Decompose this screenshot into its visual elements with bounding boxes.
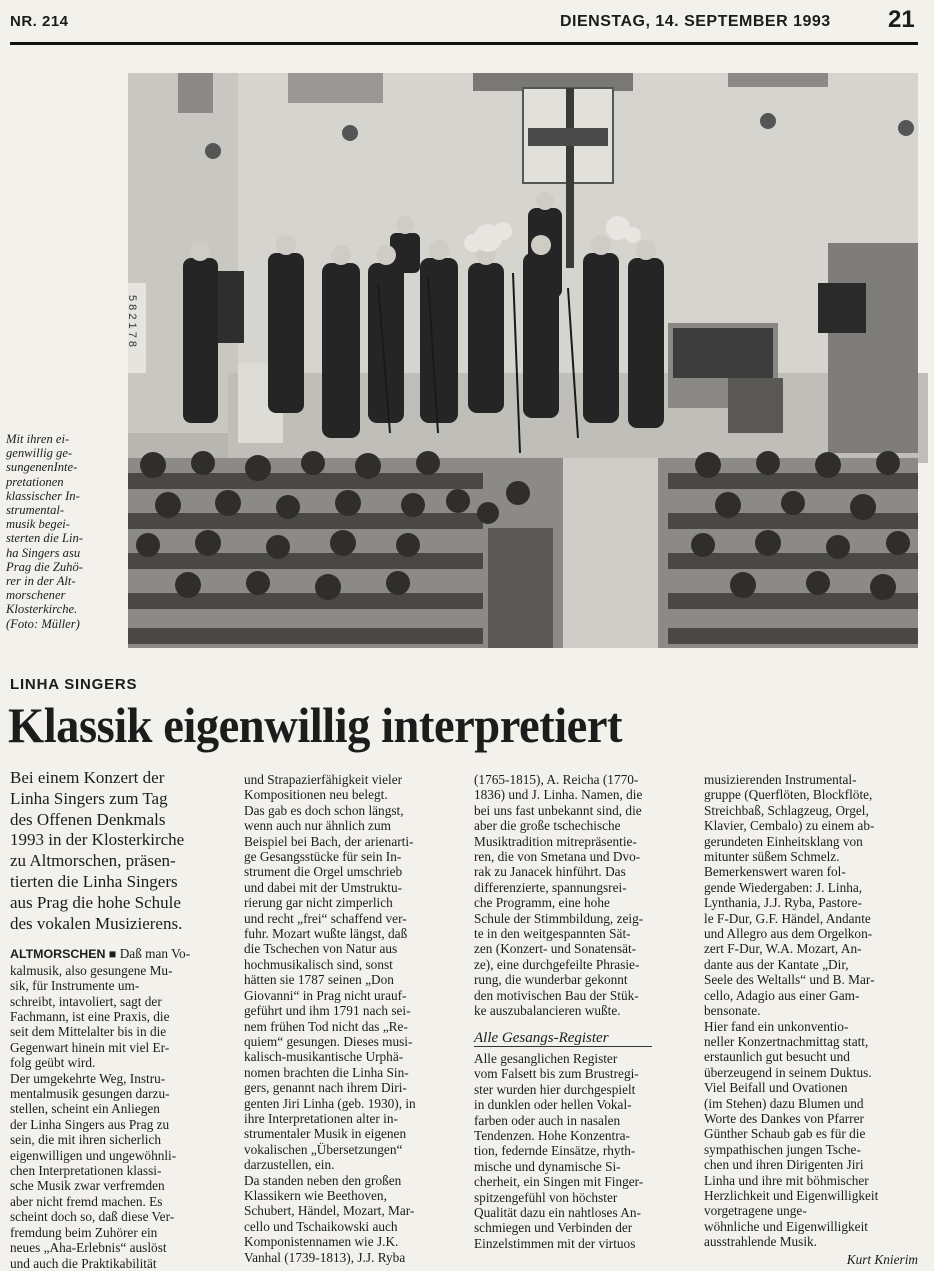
text-line: cherheit, ein Singen mit Finger- xyxy=(474,1174,644,1190)
text-line: Schubert, Händel, Mozart, Mar- xyxy=(244,1203,415,1219)
column-3 xyxy=(474,772,690,1251)
text-line: Gegenwart hinein mit viel Er- xyxy=(10,1039,170,1055)
text-line: schreibt, intavoliert, sagt der xyxy=(10,993,162,1009)
text-line: wöhnliche und Eigenwilligkeit xyxy=(704,1218,868,1234)
text-line: Hier fand ein unkonventio- xyxy=(704,1018,849,1034)
text-line: vorgetragene unge- xyxy=(704,1203,807,1219)
text-line: sche Musik zwar verfremden xyxy=(10,1178,165,1194)
text-line: dante aus der Kantate „Dir, xyxy=(704,956,849,972)
text-line: mische und dynamische Si- xyxy=(474,1158,621,1174)
text-line: vokalischen „Übersetzungen“ xyxy=(244,1141,403,1157)
concert-photo xyxy=(128,73,918,648)
lead-line: 1993 in der Klosterkirche xyxy=(10,830,185,850)
caption-line: Mit ihren ei- xyxy=(6,432,70,446)
text-line: ALTMORSCHEN ■ Daß man Vo- xyxy=(10,946,191,962)
text-line: sik, für Instrumente um- xyxy=(10,978,140,994)
text-line: Klassikern wie Beethoven, xyxy=(244,1187,387,1203)
caption-line: (Foto: Müller) xyxy=(6,616,80,631)
issue-number: NR. 214 xyxy=(10,13,69,30)
text-line: 1836) und J. Linha. Namen, die xyxy=(474,787,643,803)
text-line: (im Stehen) dazu Blumen und xyxy=(704,1095,864,1111)
text-line: kalmusik, also gesungene Mu- xyxy=(10,962,173,978)
text-line: Einzelstimmen mit der virtuos xyxy=(474,1235,636,1251)
text-line: darzustellen, ein. xyxy=(244,1157,335,1173)
text-line: und Allegro aus dem Orgelkon- xyxy=(704,926,873,942)
lead-line: aus Prag die hohe Schule xyxy=(10,892,181,912)
text-line: rung, die wunderbar gekonnt xyxy=(474,972,628,988)
text-line: nomen brachten die Linha Sin- xyxy=(244,1064,409,1080)
text-line: stellen, scheint ein Anliegen xyxy=(10,1101,160,1117)
text-line: aber nicht fremd machen. Es xyxy=(10,1193,163,1209)
text-line: geführt und ihm 1791 nach sei- xyxy=(244,1003,411,1019)
article-kicker: LINHA SINGERS xyxy=(10,676,138,693)
text-line: fuhr. Mozart wußte längst, daß xyxy=(244,926,408,942)
text-line: Komponistennamen wie J.K. xyxy=(244,1234,399,1250)
text-line: Streichbaß, Schlagzeug, Orgel, xyxy=(704,802,869,818)
text-line: Musiktradition mitrepräsentie- xyxy=(474,833,637,849)
page-number: 21 xyxy=(888,6,915,33)
text-line: Schule der Stimmbildung, zeig- xyxy=(474,910,644,926)
text-line: wenn auch nur ähnlich zum xyxy=(244,818,391,834)
text-line: ze), eine durchgefeilte Phrasie- xyxy=(474,956,640,972)
text-line: seit dem Mittelalter bis in die xyxy=(10,1024,167,1040)
text-line: eigenwilligen und ungewöhnli- xyxy=(10,1147,177,1163)
column-1-text xyxy=(10,946,230,1271)
text-line: spitzengefühl von höchster xyxy=(474,1189,618,1205)
column-2 xyxy=(244,772,459,1265)
author-signature: Kurt Knierim xyxy=(846,1251,918,1267)
column-3b-text xyxy=(474,1051,690,1251)
text-line: Beispiel bei Bach, der arienarti- xyxy=(244,833,414,849)
text-line: tion, federnde Einsätze, rhyth- xyxy=(474,1143,636,1159)
text-line: Klavier, Cembalo) zu einem ab- xyxy=(704,818,875,834)
dateline: ALTMORSCHEN ■ xyxy=(10,947,117,962)
text-line: Qualität dazu ein nahtloses An- xyxy=(474,1204,641,1220)
text-line: strumentaler Musik in eigenen xyxy=(244,1126,407,1142)
lead-line: des vokalen Musizierens. xyxy=(10,913,183,933)
text-line: und Strapazierfähigkeit vieler xyxy=(244,772,403,787)
issue-date: DIENSTAG, 14. SEPTEMBER 1993 xyxy=(560,13,831,30)
lead-line: des Offenen Denkmals xyxy=(10,809,166,829)
text-line: neller Konzertnachmittag statt, xyxy=(704,1033,869,1049)
text-line: farben oder auch in nasalen xyxy=(474,1112,621,1128)
text-line: zen (Konzert- und Sonatensät- xyxy=(474,941,637,957)
text-line: fremdung beim Zuhörer ein xyxy=(10,1224,158,1240)
column-3a-text xyxy=(474,772,690,1019)
text-line: chen Interpretationen klassi- xyxy=(10,1163,162,1179)
text-line: bensonate. xyxy=(704,1003,761,1019)
text-line: Der umgekehrte Weg, Instru- xyxy=(10,1070,166,1086)
caption-line: ha Singers asu xyxy=(6,545,81,560)
text-line: hätten sie 1787 seinen „Don xyxy=(244,972,394,988)
text-line: genten Jiri Linha (geb. 1930), in xyxy=(244,1095,416,1111)
caption-line: klassischer In- xyxy=(6,488,80,503)
text-line: gerundeten Einheitsklang von xyxy=(704,833,863,849)
lead-line: zu Altmorschen, präsen- xyxy=(10,851,176,871)
text-line: Kompositionen neu belegt. xyxy=(244,787,388,803)
text-line: le F-Dur, G.F. Händel, Andante xyxy=(704,910,871,926)
caption-line: strumental- xyxy=(6,503,65,518)
text-line: Giovanni“ in Prag nicht urauf- xyxy=(244,987,407,1003)
text-line: ge Gesangsstücke für sein In- xyxy=(244,849,402,865)
text-line: in dunklen oder hellen Vokal- xyxy=(474,1097,632,1113)
text-line: cello und Tschaikowski auch xyxy=(244,1218,398,1234)
header-rule xyxy=(10,42,918,45)
subheading: Alle Gesangs-Register xyxy=(474,1031,652,1047)
text-line: aber die große tschechische xyxy=(474,818,621,834)
text-line: Vanhal (1739-1813), J.J. Ryba xyxy=(244,1249,406,1265)
text-line: erstaunlich gut besucht und xyxy=(704,1049,850,1065)
text-line: ren, die von Smetana und Dvo- xyxy=(474,849,641,865)
text-line: den motivischen Bau der Stük- xyxy=(474,987,639,1003)
text-line: neues „Aha-Erlebnis“ auslöst xyxy=(10,1240,167,1256)
text-line: gende Wiedergaben: J. Linha, xyxy=(704,879,863,895)
text-line: Günther Schaub gab es für die xyxy=(704,1126,866,1142)
column-2-text xyxy=(244,772,459,1265)
text-line: nem frühen Tod nicht das „Re- xyxy=(244,1018,408,1034)
text-line: Da standen neben den großen xyxy=(244,1172,402,1188)
text-line: Herzlichkeit und Eigenwilligkeit xyxy=(704,1187,879,1203)
lead-line: Bei einem Konzert der xyxy=(10,768,165,787)
text-line: ausstrahlende Musik. xyxy=(704,1234,818,1250)
text-line: Das gab es doch schon längst, xyxy=(244,802,404,818)
text-line: Lynthania, J.J. Ryba, Pastore- xyxy=(704,895,862,911)
column-1 xyxy=(10,768,230,1271)
text-line: bei uns fast unbekannt sind, die xyxy=(474,802,642,818)
text-line: ihre Interpretationen alter in- xyxy=(244,1110,398,1126)
text-line: Seele des Weltalls“ und B. Mar- xyxy=(704,972,875,988)
text-line: mentalmusik gesungen darzu- xyxy=(10,1086,170,1102)
caption-line: pretationen xyxy=(6,474,64,489)
caption-line: sterten die Lin- xyxy=(6,531,83,546)
text-line: Bemerkenswert waren fol- xyxy=(704,864,846,880)
text-line: rak zu Janacek hinführt. Das xyxy=(474,864,626,880)
text-line: Fachmann, ist eine Praxis, die xyxy=(10,1009,170,1024)
caption-line: musik begei- xyxy=(6,517,70,532)
text-line: die Tschechen von Natur aus xyxy=(244,941,398,957)
text-line: Viel Beifall und Ovationen xyxy=(704,1080,848,1096)
text-line: Worte des Dankes von Pfarrer xyxy=(704,1110,864,1126)
text-line: quiem“ gesungen. Dieses musi- xyxy=(244,1033,413,1049)
text-line: musizierenden Instrumental- xyxy=(704,772,857,787)
text-line: te in den weitgespannten Sät- xyxy=(474,926,631,942)
caption-line: rer in der Alt- xyxy=(6,574,76,589)
caption-line: genwillig ge- xyxy=(6,446,73,461)
text-line: (1765-1815), A. Reicha (1770- xyxy=(474,772,639,787)
lead-line: tierten die Linha Singers xyxy=(10,871,178,891)
article-lead xyxy=(10,768,230,934)
text-line: hochmusikalisch sind, sonst xyxy=(244,956,393,972)
caption-line: Prag die Zuhö- xyxy=(6,559,83,574)
text-line: und auch die Praktikabilität xyxy=(10,1255,157,1271)
text-line: Tendenzen. Hohe Konzentra- xyxy=(474,1127,630,1143)
text-line: vom Falsett bis zum Brustregi- xyxy=(474,1066,639,1082)
text-line: und dabei mit der Umstruktu- xyxy=(244,879,403,895)
text-line: strument die Orgel umschrieb xyxy=(244,864,403,880)
text-line: mitunter süßem Schmelz. xyxy=(704,849,840,865)
text-line: gruppe (Querflöten, Blockflöte, xyxy=(704,787,873,803)
text-line: Alle gesanglichen Register xyxy=(474,1050,618,1066)
text-line: cello, Adagio aus einer Gam- xyxy=(704,987,860,1003)
text-line: überzeugend in seinem Duktus. xyxy=(704,1064,872,1080)
caption-line: Klosterkirche. xyxy=(6,602,78,617)
article-headline: Klassik eigenwillig interpretiert xyxy=(8,697,623,753)
text-line: und recht „frei“ schaffend ver- xyxy=(244,910,407,926)
column-4 xyxy=(704,772,918,1267)
text-line: differenzierte, spannungsrei- xyxy=(474,879,627,895)
caption-line: sungenenInte- xyxy=(6,460,78,475)
text-line: folg geübt wird. xyxy=(10,1055,96,1071)
text-line: rierung gar nicht zimperlich xyxy=(244,895,393,911)
column-4-text xyxy=(704,772,918,1250)
text-line: schmiegen und Verbinden der xyxy=(474,1220,633,1236)
text-line: zert F-Dur, W.A. Mozart, An- xyxy=(704,941,862,957)
photo-caption xyxy=(6,432,118,631)
caption-line: morschener xyxy=(6,588,66,603)
text-line: che Programm, eine hohe xyxy=(474,895,610,911)
text-line: Linha und ihre mit böhmischer xyxy=(704,1172,869,1188)
text-line: scheint doch so, daß diese Ver- xyxy=(10,1209,175,1225)
lead-line: Linha Singers zum Tag xyxy=(10,788,168,808)
text-line: chen und ihren Dirigenten Jiri xyxy=(704,1157,864,1173)
text-line: der Linha Singers aus Prag zu xyxy=(10,1116,170,1132)
banner-text: 5 8 2 1 7 8 xyxy=(126,295,138,347)
text-line: ster wurden hier durchgespielt xyxy=(474,1081,636,1097)
text-line: gers, genannt nach ihrem Diri- xyxy=(244,1080,407,1096)
text-line: kalisch-musikantische Urphä- xyxy=(244,1049,404,1065)
text-line: sympathischen jungen Tsche- xyxy=(704,1141,861,1157)
text-line: sein, die mit ihren sicherlich xyxy=(10,1132,162,1148)
text-line: ke auszubalancieren wußte. xyxy=(474,1003,621,1019)
